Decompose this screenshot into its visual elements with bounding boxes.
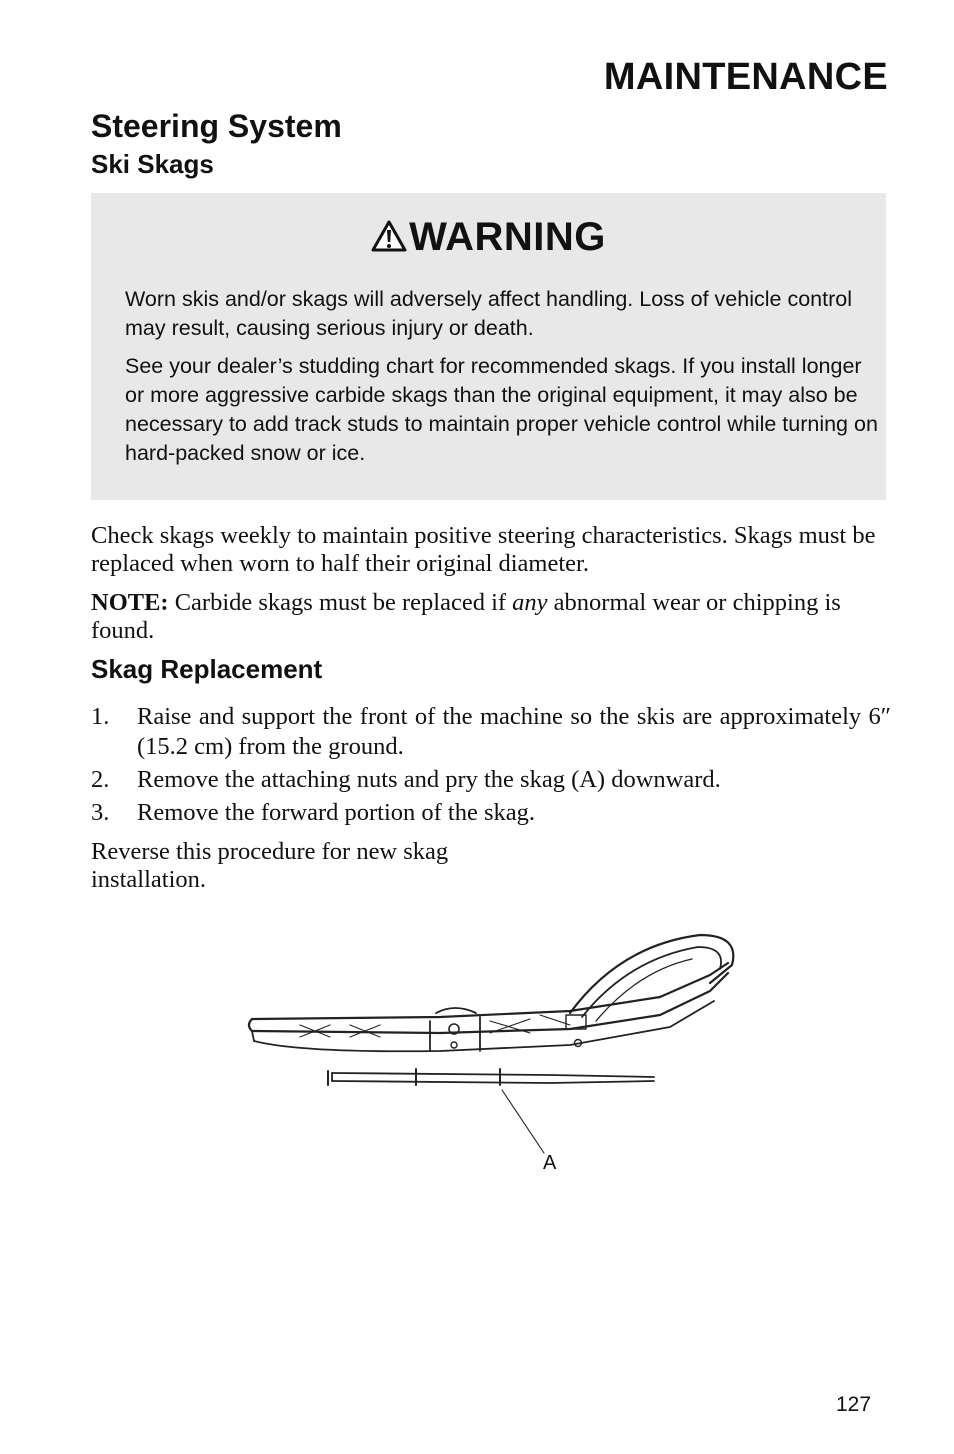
- step-number: 1.: [91, 703, 110, 730]
- warning-triangle-icon: [371, 220, 407, 252]
- warning-heading: [91, 215, 886, 260]
- section-title: Steering System: [91, 108, 342, 144]
- warning-box: [91, 193, 886, 500]
- subsection-heading: Skag Replacement: [91, 654, 323, 684]
- warning-paragraph: See your dealer’s studding chart for recommended skags. If you install longer or more aggressive carbide skags than the original equipment, it may also be necessary to add track studs to maintain proper vehicle control while turning on hard-packed snow or ice.: [125, 354, 878, 465]
- figure-callout-label: A: [543, 1152, 557, 1174]
- subsection-title: Ski Skags: [91, 149, 214, 179]
- note-label: NOTE:: [91, 589, 169, 616]
- note-paragraph: [91, 589, 891, 645]
- step-number: 2.: [91, 766, 110, 793]
- body-paragraph: Check skags weekly to maintain positive steering characteristics. Skags must be replaced when worn to half their original diameter.: [91, 522, 876, 577]
- note-text: abnormal wear or chipping is found.: [91, 589, 841, 644]
- step-text: Raise and support the front of the machine so the skis are approximately 6″ (15.2 cm) from the ground.: [137, 703, 891, 760]
- closing-paragraph: Reverse this procedure for new skag installation.: [91, 838, 449, 893]
- list-item: [91, 798, 891, 828]
- note-text: Carbide skags must be replaced if: [168, 589, 513, 616]
- warning-paragraph: Worn skis and/or skags will adversely affect handling. Loss of vehicle control may result, causing serious injury or death.: [125, 287, 852, 340]
- step-number: 3.: [91, 799, 110, 826]
- ski-skag-illustration: [240, 925, 750, 1185]
- warning-heading-label: WARNING: [409, 215, 606, 259]
- step-text: Remove the attaching nuts and pry the skag (A) downward.: [137, 766, 721, 793]
- list-item: [91, 702, 891, 764]
- step-text: Remove the forward portion of the skag.: [137, 799, 536, 826]
- page-number: 127: [836, 1393, 872, 1416]
- list-item: [91, 765, 891, 795]
- page-header-title: MAINTENANCE: [603, 56, 888, 98]
- note-emphasis: any: [512, 589, 548, 616]
